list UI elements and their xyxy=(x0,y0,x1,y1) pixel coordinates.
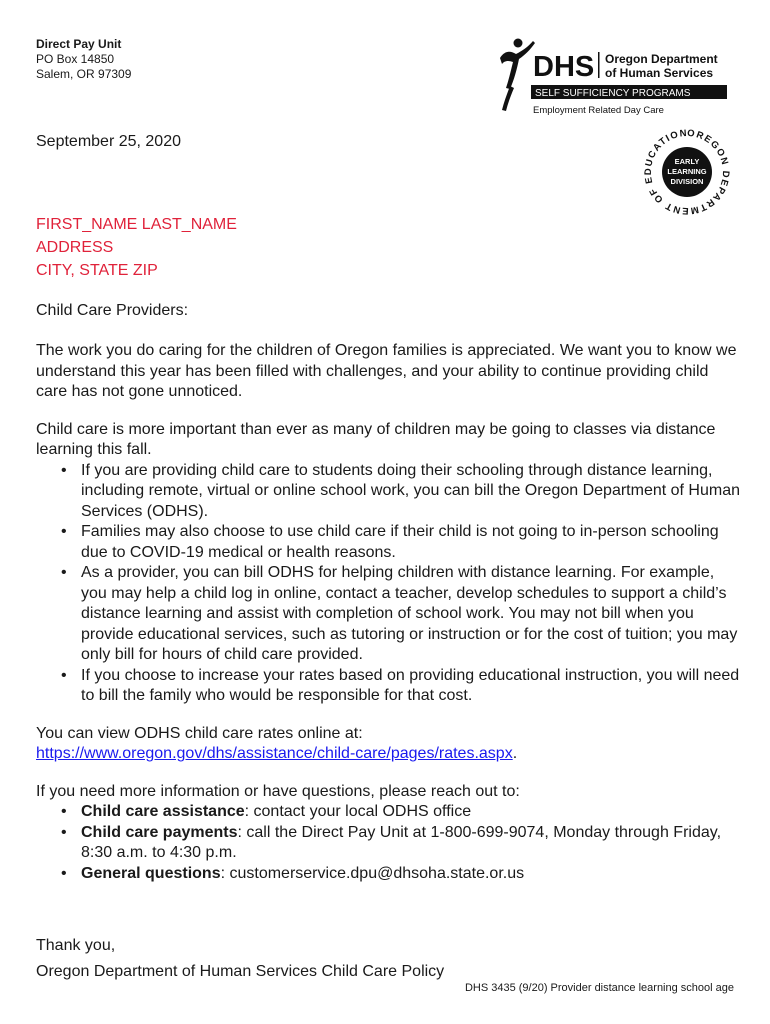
seal-line2: LEARNING xyxy=(667,167,707,176)
rates-period: . xyxy=(512,745,518,762)
letter-date: September 25, 2020 xyxy=(36,133,181,150)
contact-text: : customerservice.dpu@dhsoha.state.or.us xyxy=(220,864,525,882)
list-item: • If you are providing child care to students doing their schooling through distance learning, including remote, virtual or online school work, you can bill the Oregon Department of Human Services (ODHS). xyxy=(81,461,741,523)
contact-label: Child care assistance xyxy=(81,803,245,820)
rates-intro: You can view ODHS child care rates online at: xyxy=(36,724,363,742)
dhs-agency-line1: Oregon Department xyxy=(605,52,718,66)
closing-block xyxy=(36,933,444,985)
contact-text: : call the Direct Pay Unit at 1-800-699-9074, Monday through Friday, 8:30 a.m. to 4:30 p.m. xyxy=(81,823,722,861)
signature: Oregon Department of Human Services Child Care Policy xyxy=(36,963,445,980)
list-item xyxy=(81,823,741,864)
program-sub: Employment Related Day Care xyxy=(533,105,664,116)
paragraph-appreciation: The work you do caring for the children of Oregon families is appreciated. We want you to know we understand this year has been filled with challenges, and your ability to continue providing child care has not gone unnoticed. xyxy=(36,342,737,400)
contact-label: Child care payments xyxy=(81,823,238,841)
closing-text: Thank you, xyxy=(36,937,116,954)
list-item: • As a provider, you can bill ODHS for helping children with distance learning. For example, you may help a child log in online, contact a teacher, develop schedules to support a child’s distance learning and assist with completion of school work. You may not bill when you provide educational services, such as tutoring or instruction or for the cost of tuition; you may only bill for hours of child care provided. xyxy=(81,563,741,666)
seal-line3: DIVISION xyxy=(670,177,704,186)
sender-city: Salem, OR 97309 xyxy=(36,67,132,81)
sender-address xyxy=(36,37,131,82)
rates-link[interactable]: https://www.oregon.gov/dhs/assistance/child-care/pages/rates.aspx xyxy=(36,745,513,762)
paragraph-importance: Child care is more important than ever as many of children may be going to classes via distance learning this fall. xyxy=(36,420,716,458)
dhs-agency-line2: of Human Services xyxy=(605,66,714,80)
recipient-name: FIRST_NAME LAST_NAME xyxy=(36,216,237,233)
billing-guidance-list xyxy=(36,461,741,707)
sender-unit: Direct Pay Unit xyxy=(36,37,122,51)
seal-arc-text: OREGON DEPARTMENT OF EDUCATION xyxy=(642,127,732,217)
recipient-city: CITY, STATE ZIP xyxy=(36,262,158,279)
list-item: • Families may also choose to use child care if their child is not going to in-person schooling due to COVID-19 medical or health reasons. xyxy=(81,522,741,563)
recipient-address: ADDRESS xyxy=(36,239,114,256)
contact-label: General questions xyxy=(81,864,221,882)
list-item: • If you choose to increase your rates based on providing educational instruction, you will need to bill the family who would be responsible for that cost. xyxy=(81,666,741,707)
form-footer: DHS 3435 (9/20) Provider distance learning school age xyxy=(464,982,734,994)
person-figure-icon xyxy=(500,39,535,112)
contact-text: : contact your local ODHS office xyxy=(244,803,472,820)
early-learning-seal xyxy=(641,126,733,218)
salutation: Child Care Providers: xyxy=(36,302,189,319)
list-item xyxy=(81,802,741,823)
sender-po-box: PO Box 14850 xyxy=(36,52,115,66)
rates-paragraph xyxy=(36,724,741,765)
letter-body xyxy=(36,341,741,884)
seal-line1: EARLY xyxy=(674,157,700,166)
contact-intro: If you need more information or have questions, please reach out to: xyxy=(36,782,520,800)
recipient-block xyxy=(36,213,237,282)
contact-list xyxy=(36,802,741,884)
list-item xyxy=(81,864,741,885)
dhs-logo xyxy=(497,36,735,118)
dhs-acronym: DHS xyxy=(533,51,595,83)
program-bar-text: SELF SUFFICIENCY PROGRAMS xyxy=(535,88,691,99)
